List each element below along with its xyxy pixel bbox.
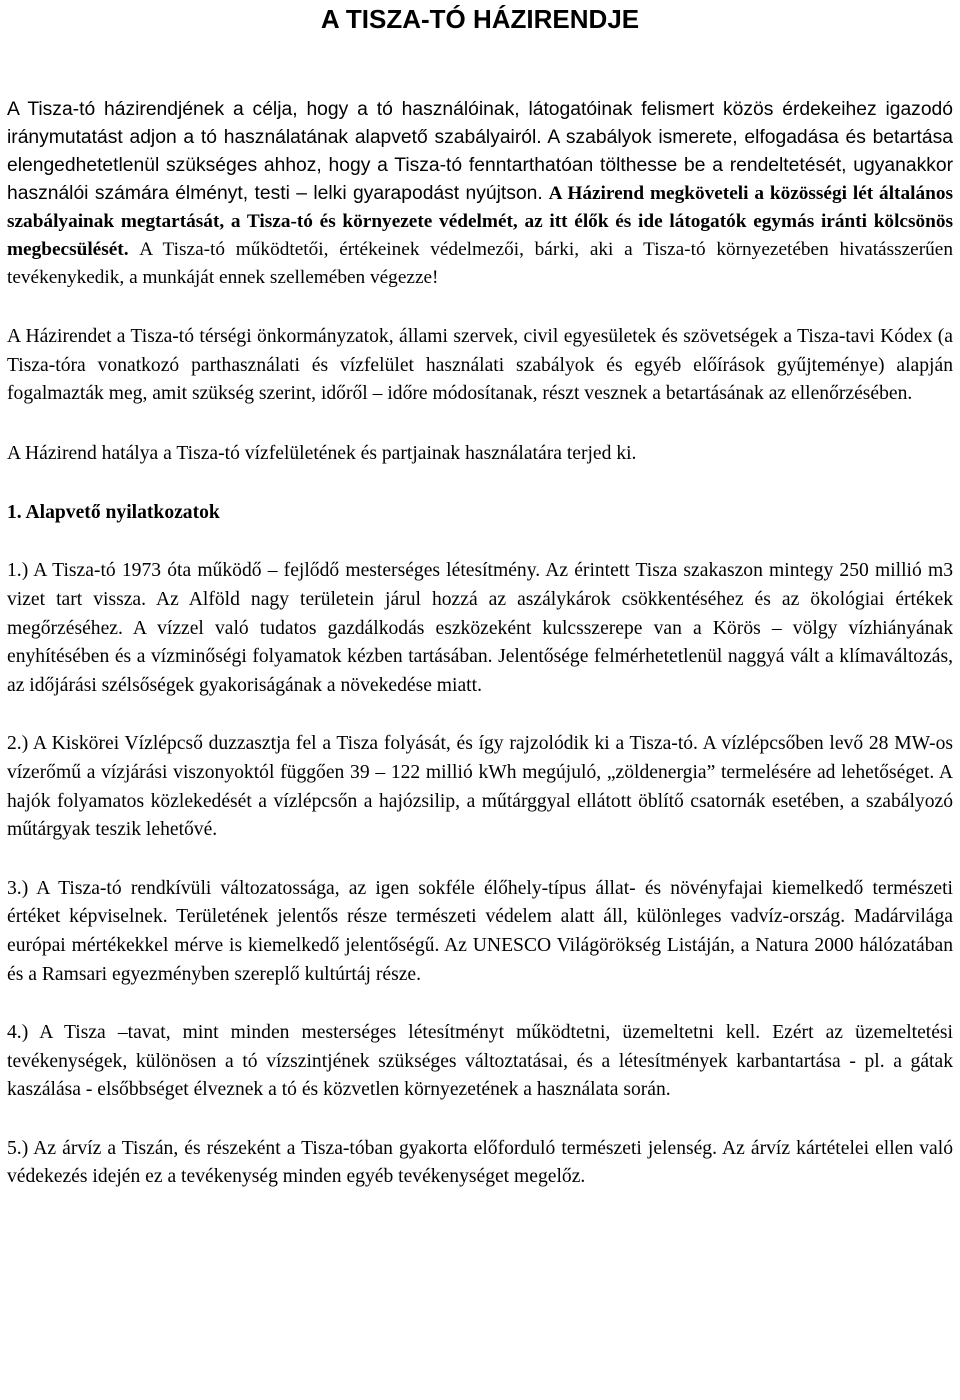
paragraph-authors: A Házirendet a Tisza-tó térségi önkormányzatok, állami szervek, civil egyesületek és szövetségek a Tisza-tavi Kódex (a Tisza-tóra vonatkozó parthasználati és vízfelület használati szabályok és egyéb előírások gyűjteménye) alapján fogalmazták meg, amit szükség szerint, időről – időre módosítanak, részt vesznek a betartásának az ellenőrzésében.: [7, 326, 953, 405]
section-heading: 1. Alapvető nyilatkozatok: [7, 502, 220, 524]
document-title: A TISZA-TÓ HÁZIRENDJE: [320, 4, 640, 34]
intro-text-bold: A Házirend megköveteli a közösségi lét általános szabályainak megtartását, a Tisza-tó és környezete védelmét, az itt élők és ide látogatók egymás iránti kölcsönös megbecsülését.: [7, 183, 953, 260]
intro-paragraph: [7, 96, 953, 292]
paragraph-scope: A Házirend hatálya a Tisza-tó vízfelületének és partjainak használatára terjed ki.: [7, 442, 637, 464]
list-item-5: 5.) Az árvíz a Tiszán, és részeként a Tisza-tóban gyakorta előforduló természeti jelenség. Az árvíz kártételei ellen való védekezés idején ez a tevékenység minden egyéb tevékenységet megelőz.: [7, 1137, 953, 1188]
list-item-2: 2.) A Kiskörei Vízlépcső duzzasztja fel a Tisza folyását, és így rajzolódik ki a Tisza-tó. A vízlépcsőben levő 28 MW-os vízerőmű a vízjárási viszonyoktól függően 39 – 122 millió kWh megújuló, „zöldenergia” termelésére ad lehetőséget. A hajók folyamatos közlekedését a vízlépcsőn a hajózsilip, a műtárggyal ellátott öblítő csatornák esetében, a szabályozó műtárgyak teszik lehetővé.: [7, 733, 953, 841]
intro-text-part3: A Tisza-tó működtetői, értékeinek védelmezői, bárki, aki a Tisza-tó környezetében hivatásszerűen tevékenykedik, a munkáját ennek szellemében végezze!: [7, 239, 953, 288]
intro-text-part1: A Tisza-tó házirendjének a célja, hogy a tó használóinak, látogatóinak felismert közös érdekeihez igazodó iránymutatást adjon a tó használatának alapvető szabályairól. A szabályok ismerete, elfogadása és betartása elengedhetetlenül szükséges ahhoz, hogy a Tisza-tó fenntarthatóan tölthesse be a rendeltetését, ugyanakkor használói számára élményt, testi – lelki gyarapodást nyújtson.: [7, 99, 953, 204]
list-item-3: 3.) A Tisza-tó rendkívüli változatossága, az igen sokféle élőhely-típus állat- és növényfajai kiemelkedő természeti értéket képviselnek. Területének jelentős része természeti védelem alatt áll, különleges vadvíz-ország. Madárvilága európai mértékekkel mérve is kiemelkedő jelentőségű. Az UNESCO Világörökség Listáján, a Natura 2000 hálózatában és a Ramsari egyezményben szereplő kultúrtáj része.: [7, 877, 953, 985]
list-item-1: 1.) A Tisza-tó 1973 óta működő – fejlődő mesterséges létesítmény. Az érintett Tisza szakaszon mintegy 250 millió m3 vizet tart vissza. Az Alföld nagy területein járul hozzá az aszálykárok csökkentéséhez és az ökológiai értékek megőrzéséhez. A vízzel való tudatos gazdálkodás eszközeként kulcsszerepe van a Körös – völgy vízhiányának enyhítésében és a vízminőségi folyamatok kézben tartásában. Jelentősége felmérhetetlenül naggyá vált a klímaváltozás, az időjárási szélsőségek gyakoriságának a növekedése miatt.: [7, 560, 953, 696]
list-item-4: 4.) A Tisza –tavat, mint minden mesterséges létesítményt működtetni, üzemeltetni kell. Ezért az üzemeltetési tevékenységek, különösen a tó vízszintjének szükséges változtatásai, és a létesítmények karbantartása - pl. a gátak kaszálása - elsőbbséget élveznek a tó és közvetlen környezetének a használata során.: [7, 1022, 953, 1101]
